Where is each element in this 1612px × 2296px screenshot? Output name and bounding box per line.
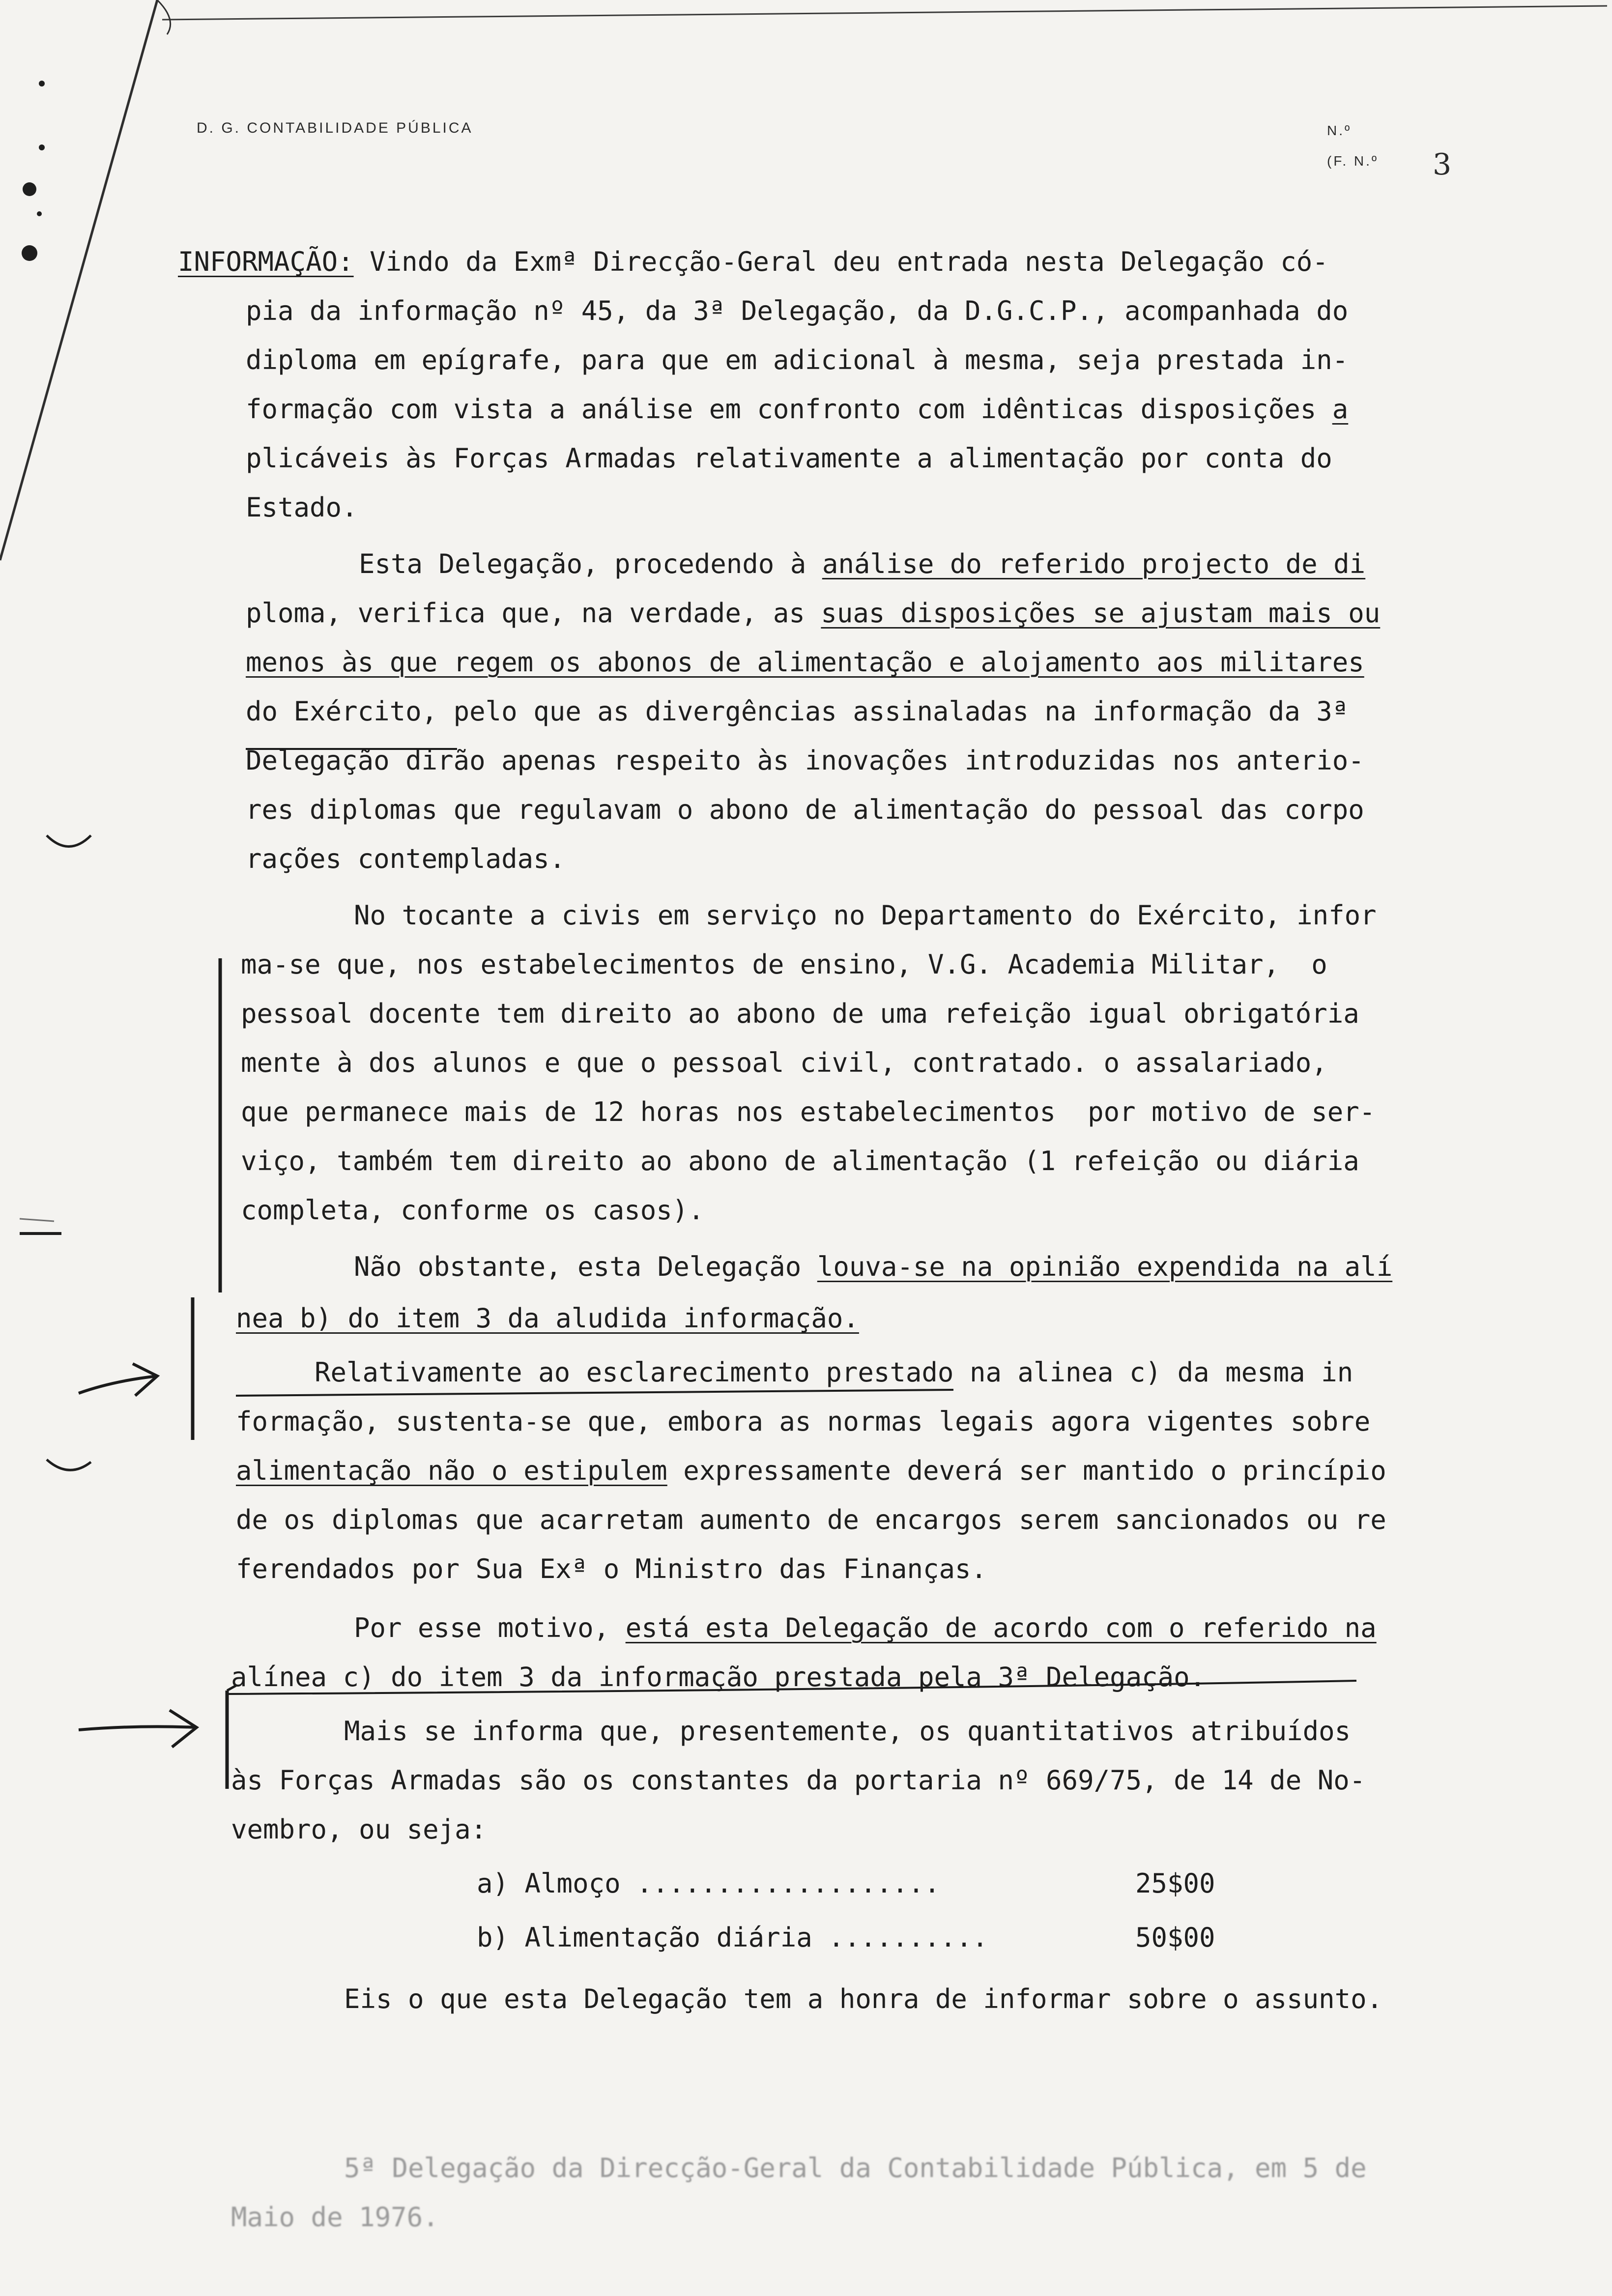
- folio-label: (F. N.º: [1327, 153, 1379, 169]
- text-line: diploma em epígrafe, para que em adicional à mesma, seja prestada in-: [246, 344, 1349, 375]
- closing-sentence: Eis o que esta Delegação tem a honra de informar sobre o assunto.: [344, 1983, 1383, 2014]
- punch-dot: [23, 182, 36, 196]
- margin-check-mark: [47, 1460, 91, 1470]
- text-line: alínea c) do item 3 da informação prestada pela 3ª Delegação.: [231, 1662, 1206, 1693]
- text-line: plicáveis às Forças Armadas relativamente a alimentação por conta do: [246, 443, 1332, 474]
- text-line: No tocante a civis em serviço no Departamento do Exército, infor: [354, 900, 1377, 931]
- text-line: Estado.: [246, 492, 358, 523]
- folio-number: 3: [1433, 147, 1452, 182]
- signoff-line: Maio de 1976.: [231, 2202, 439, 2233]
- text-line: res diplomas que regulavam o abono de alimentação do pessoal das corpo: [246, 794, 1364, 825]
- item-value: 50$00: [1135, 1922, 1215, 1953]
- text-line: que permanece mais de 12 horas nos estabelecimentos por motivo de ser-: [241, 1096, 1376, 1127]
- text-line: Delegação dirão apenas respeito às inovações introduzidas nos anterio-: [246, 745, 1364, 776]
- text-line: às Forças Armadas são os constantes da portaria nº 669/75, de 14 de No-: [231, 1765, 1366, 1796]
- text-line: formação com vista a análise em confronto com idênticas disposições a: [246, 394, 1349, 425]
- text-line: pessoal docente tem direito ao abono de uma refeição igual obrigatória: [241, 998, 1359, 1029]
- punch-dot: [22, 245, 37, 261]
- margin-check-mark: [47, 835, 91, 847]
- text-line: ferendados por Sua Exª o Ministro das Finanças.: [236, 1553, 987, 1584]
- top-rule: [162, 6, 1607, 20]
- text-line: menos às que regem os abonos de alimentação e alojamento aos militares: [246, 647, 1364, 678]
- text-line: ploma, verifica que, na verdade, as suas disposições se ajustam mais ou: [246, 598, 1381, 629]
- text-line: Não obstante, esta Delegação louva-se na opinião expendida na alí: [354, 1251, 1393, 1282]
- department-header: D. G. CONTABILIDADE PÚBLICA: [197, 120, 473, 136]
- text-line: ma-se que, nos estabelecimentos de ensino, V.G. Academia Militar, o: [241, 949, 1327, 980]
- text-line: Relativamente ao esclarecimento prestado na alinea c) da mesma in: [315, 1357, 1353, 1388]
- text-line: de os diplomas que acarretam aumento de encargos serem sancionados ou re: [236, 1504, 1386, 1535]
- margin-arrow: [79, 1726, 197, 1730]
- text-line: Por esse motivo, está esta Delegação de acordo com o referido na: [354, 1612, 1377, 1643]
- text-line: Mais se informa que, presentemente, os quantitativos atribuídos: [344, 1716, 1351, 1747]
- text-line: do Exército, pelo que as divergências assinaladas na informação da 3ª: [246, 696, 1349, 727]
- text-line: viço, também tem direito ao abono de alimentação (1 refeição ou diária: [241, 1146, 1359, 1177]
- item-value: 25$00: [1135, 1868, 1215, 1899]
- text-line: completa, conforme os casos).: [241, 1195, 704, 1226]
- text-line: rações contempladas.: [246, 843, 566, 874]
- text-line: formação, sustenta-se que, embora as normas legais agora vigentes sobre: [236, 1406, 1371, 1437]
- item-label: a) Almoço ...................: [477, 1868, 940, 1899]
- number-label: N.º: [1327, 123, 1352, 138]
- signoff-line: 5ª Delegação da Direcção-Geral da Contabilidade Pública, em 5 de: [344, 2152, 1367, 2183]
- text-line: mente à dos alunos e que o pessoal civil, contratado. o assalariado,: [241, 1047, 1327, 1078]
- text-line: alimentação não o estipulem expressamente deverá ser mantido o princípio: [236, 1455, 1386, 1486]
- item-label: b) Alimentação diária ..........: [477, 1922, 988, 1953]
- fold-line: [0, 0, 157, 560]
- text-line: vembro, ou seja:: [231, 1814, 487, 1845]
- text-line: INFORMAÇÃO: Vindo da Exmª Direcção-Geral deu entrada nesta Delegação có-: [178, 246, 1328, 277]
- text-line: Esta Delegação, procedendo à análise do referido projecto de di: [359, 548, 1366, 579]
- text-line: nea b) do item 3 da aludida informação.: [236, 1303, 859, 1334]
- text-line: pia da informação nº 45, da 3ª Delegação, da D.G.C.P., acompanhada do: [246, 295, 1349, 326]
